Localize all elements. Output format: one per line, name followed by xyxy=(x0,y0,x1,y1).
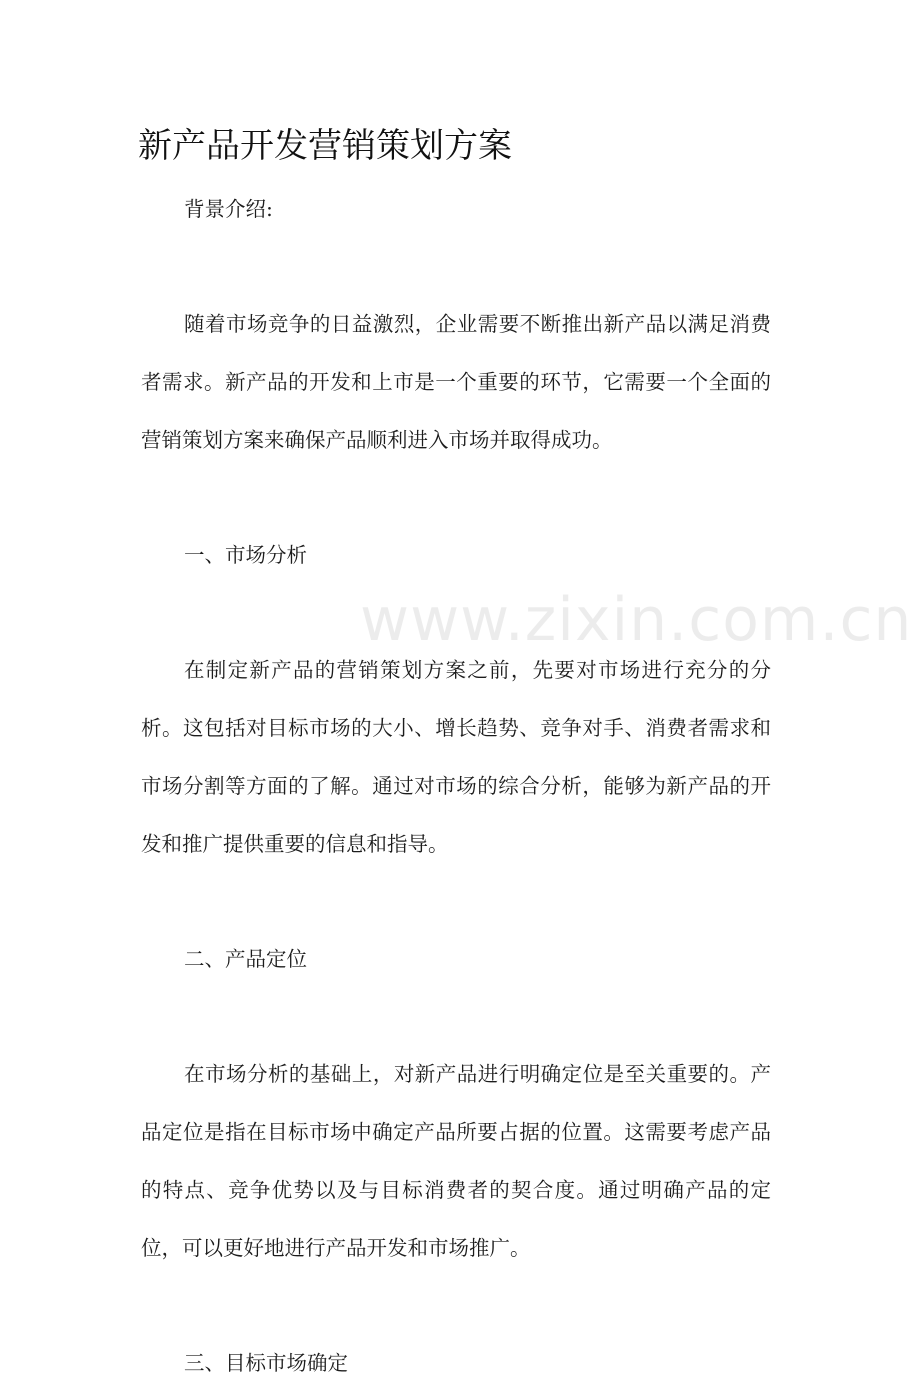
watermark: www.zixin.com.cn xyxy=(360,585,913,655)
product-positioning-paragraph: 在市场分析的基础上，对新产品进行明确定位是至关重要的。产品定位是指在目标市场中确定产品所要占据的位置。这需要考虑产品的特点、竞争优势以及与目标消费者的契合度。通过明确产品的定位，可以更好地进行产品开发和市场推广。 xyxy=(141,1062,771,1260)
document-title: 新产品开发营销策划方案 xyxy=(138,126,512,166)
section-heading-target-market: 三、目标市场确定 xyxy=(184,1351,348,1375)
section-heading-product-positioning: 二、产品定位 xyxy=(184,947,307,971)
background-heading: 背景介绍: xyxy=(184,197,273,221)
document-body xyxy=(141,180,771,1392)
market-analysis-paragraph: 在制定新产品的营销策划方案之前，先要对市场进行充分的分析。这包括对目标市场的大小、增长趋势、竞争对手、消费者需求和市场分割等方面的了解。通过对市场的综合分析，能够为新产品的开发和推广提供重要的信息和指导。 xyxy=(141,658,771,856)
section-heading-market-analysis: 一、市场分析 xyxy=(184,543,307,567)
background-paragraph: 随着市场竞争的日益激烈，企业需要不断推出新产品以满足消费者需求。新产品的开发和上市是一个重要的环节，它需要一个全面的营销策划方案来确保产品顺利进入市场并取得成功。 xyxy=(141,312,771,452)
